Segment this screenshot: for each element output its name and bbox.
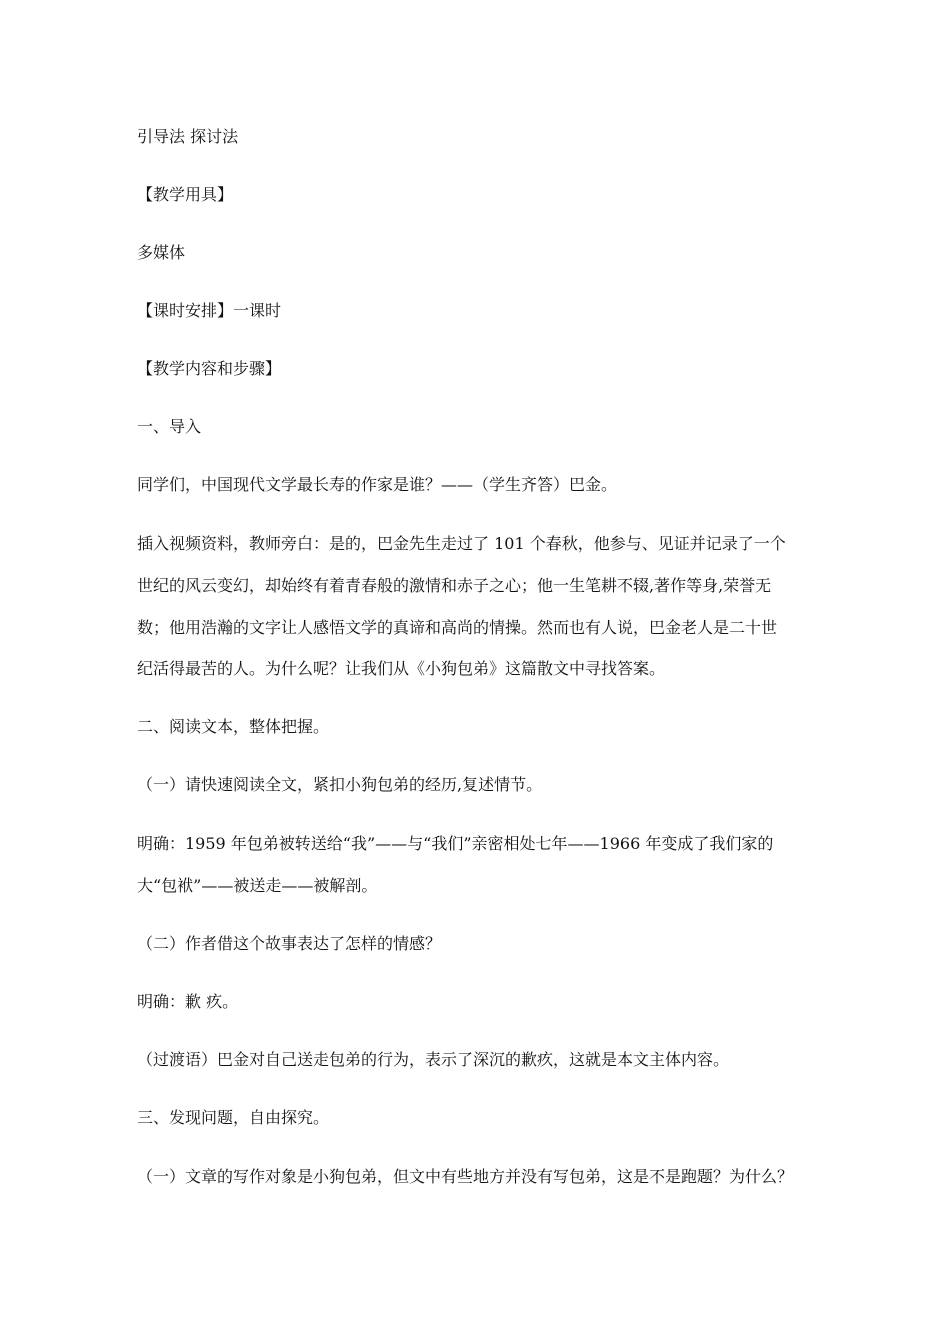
section-2-heading: 二、阅读文本，整体把握。 bbox=[137, 717, 330, 736]
section-1-heading: 一、导入 bbox=[137, 417, 202, 436]
answer-2-line: 明确：歉 疚。 bbox=[137, 992, 239, 1011]
section-3-heading: 三、发现问题，自由探究。 bbox=[137, 1108, 330, 1127]
teaching-tools-heading: 【教学用具】 bbox=[137, 185, 234, 204]
question-1-line: （一）请快速阅读全文，紧扣小狗包弟的经历,复述情节。 bbox=[137, 775, 543, 794]
teaching-methods-line: 引导法 探讨法 bbox=[137, 127, 239, 146]
intro-question-line: 同学们，中国现代文学最长寿的作家是谁？——（学生齐答）巴金。 bbox=[137, 475, 618, 494]
lesson-schedule-line: 【课时安排】一课时 bbox=[137, 301, 282, 320]
teaching-tools-value: 多媒体 bbox=[137, 243, 186, 262]
answer-1-line-2: 大“包袱”——被送走——被解剖。 bbox=[137, 876, 378, 895]
transition-line: （过渡语）巴金对自己送走包弟的行为，表示了深沉的歉疚，这就是本文主体内容。 bbox=[137, 1050, 730, 1069]
answer-1-line-1: 明确：1959 年包弟被转送给“我”——与“我们”亲密相处七年——1966 年变成了我们家的 bbox=[137, 834, 774, 853]
video-paragraph-line-2: 世纪的风云变幻，却始终有着青春般的激情和赤子之心；他一生笔耕不辍,著作等身,荣誉无 bbox=[137, 576, 772, 595]
question-2-line: （二）作者借这个故事表达了怎样的情感？ bbox=[137, 934, 442, 953]
video-paragraph-line-4: 纪活得最苦的人。为什么呢？让我们从《小狗包弟》这篇散文中寻找答案。 bbox=[137, 659, 666, 678]
video-paragraph-line-3: 数；他用浩瀚的文字让人感悟文学的真谛和高尚的情操。然而也有人说，巴金老人是二十世 bbox=[137, 618, 778, 637]
section-3-question-line: （一）文章的写作对象是小狗包弟，但文中有些地方并没有写包弟，这是不是跑题？为什么？ bbox=[137, 1167, 794, 1186]
content-steps-heading: 【教学内容和步骤】 bbox=[137, 359, 282, 378]
video-paragraph-line-1: 插入视频资料，教师旁白：是的，巴金先生走过了 101 个春秋，他参与、见证并记录了一个 bbox=[137, 534, 786, 553]
